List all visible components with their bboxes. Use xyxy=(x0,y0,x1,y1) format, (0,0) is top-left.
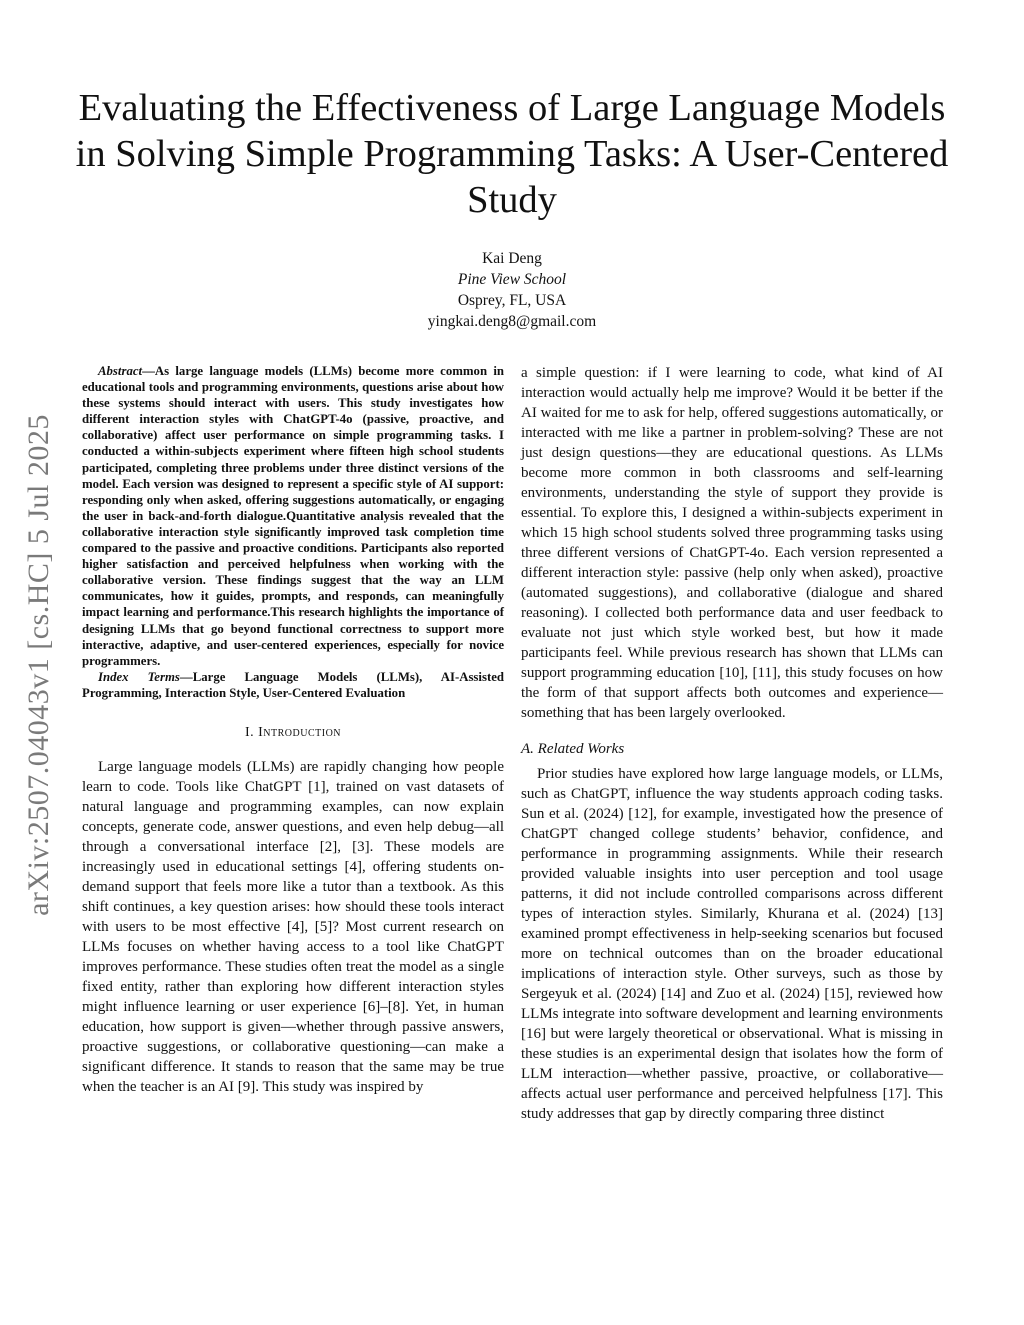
author-email: yingkai.deng8@gmail.com xyxy=(427,313,597,330)
intro-paragraph-continued: a simple question: if I were learning to code, what kind of AI interaction would actually help me improve? Would it be better if the AI waited for me to ask for help, offered suggestions automatically, or interacted with me like a partner in problem-solving? These are not just design questions—they are educational questions. As LLMs become more common in both classrooms and self-learning environments, understanding the style of support they provide is essential. To explore this, I designed a within-subjects experiment in which 15 high school students solved three programming tasks using three different versions of ChatGPT-4o. Each version represented a different interaction style: passive (help only when asked), proactive (automated suggestions), and collaborative (dialogue and shared reasoning). I collected both performance data and user feedback to evaluate not just which style worked best, but how it made participants feel. While previous research has shown that LLMs can support programming education [10], [11], this study focuses on how the form of that support affects both outcomes and experience—something that has been largely overlooked. xyxy=(521,365,943,721)
abstract xyxy=(82,363,504,669)
subsection-heading-related-works: A. Related Works xyxy=(521,741,625,757)
paper-title: Evaluating the Effectiveness of Large Language Models in Solving Simple Programming Tasks: A User-Centered Study xyxy=(75,87,949,221)
abstract-label: Abstract xyxy=(98,364,143,378)
author-block xyxy=(262,248,762,332)
left-column xyxy=(82,363,504,1097)
index-terms-label: Index Terms xyxy=(98,669,180,684)
index-terms xyxy=(82,669,504,701)
index-terms-text: —Large Language Models (LLMs), AI-Assisted Programming, Interaction Style, User-Centered Evaluation xyxy=(82,669,505,700)
author-affiliation: Pine View School xyxy=(457,271,567,288)
arxiv-sidebar-stamp xyxy=(8,385,70,945)
related-works-paragraph: Prior studies have explored how large language models, or LLMs, such as ChatGPT, influence the way students approach coding tasks. Sun et al. (2024) [12], for example, investigated how the presence of ChatGPT changed college students’ behavior, confidence, and performance in programming assignments. While their research provided valuable insights into user perception and tool usage patterns, it did not include controlled comparisons across different types of interaction styles. Similarly, Khurana et al. (2024) [13] examined prompt effectiveness in help-seeking scenarios but focused more on technical outcomes than on the broader educational implications of interaction style. Other surveys, such as those by Sergeyuk et al. (2024) [14] and Zuo et al. (2024) [15], reviewed how LLMs integrate into software development and learning environments [16] but were largely theoretical or observational. What is missing in these studies is an experimental design that isolates how the form of LLM interaction—whether passive, proactive, or collaborative—affects actual user performance and perceived helpfulness [17]. This study addresses that gap by directly comparing three distinct xyxy=(521,766,943,1122)
author-location: Osprey, FL, USA xyxy=(457,292,567,309)
intro-paragraph: Large language models (LLMs) are rapidly changing how people learn to code. Tools like ChatGPT [1], trained on vast datasets of natural language and programming examples, can now explain concepts, generate code, answer questions, and even help debug—all through a conversational interface [2], [3]. These models are increasingly used in educational settings [4], offering students on-demand support that feels more like a tutor than a textbook. As this shift continues, a key question arises: how should these tools interact with users to be most effective [4], [5]? Most current research on LLMs focuses on whether having access to a tool like ChatGPT improves performance. These studies often treat the model as a single fixed entity, rather than exploring how different interaction styles might influence learning or user experience [6]–[8]. Yet, in human education, how support is given—whether through passive answers, proactive suggestions, or collaborative questioning—can make a significant difference. It stands to reason that the same may be true when the teacher is an AI [9]. This study was inspired by xyxy=(82,758,504,1095)
right-column xyxy=(521,363,943,1124)
arxiv-id: arXiv:2507.04043v1 [cs.HC] 5 Jul 2025 xyxy=(22,414,56,916)
abstract-text: —As large language models (LLMs) become more common in educational tools and programming environments, questions arise about how these systems should interact with users. This study investigates how different interaction styles with ChatGPT-4o (passive, proactive, and collaborative) affect user performance on simple programming tasks. I conducted a within-subjects experiment where fifteen high school students participated, completing three problems under three distinct versions of the model. Each version was designed to represent a specific style of AI support: responding only when asked, offering suggestions automatically, or engaging the user in back-and-forth dialogue.Quantitative analysis revealed that the collaborative interaction style significantly improved task completion time compared to the passive and proactive conditions. Participants also reported higher satisfaction and perceived helpfulness when working with the collaborative version. These findings suggest that the way an LLM communicates, how it guides, prompts, and responds, can meaningfully impact learning and performance.This research highlights the importance of designing LLMs that go beyond functional correctness to support more interactive, adaptive, and user-centered experiences, especially for novice programmers. xyxy=(82,364,504,668)
section-heading-introduction: I. Introduction xyxy=(244,724,342,740)
author-name: Kai Deng xyxy=(482,250,542,267)
